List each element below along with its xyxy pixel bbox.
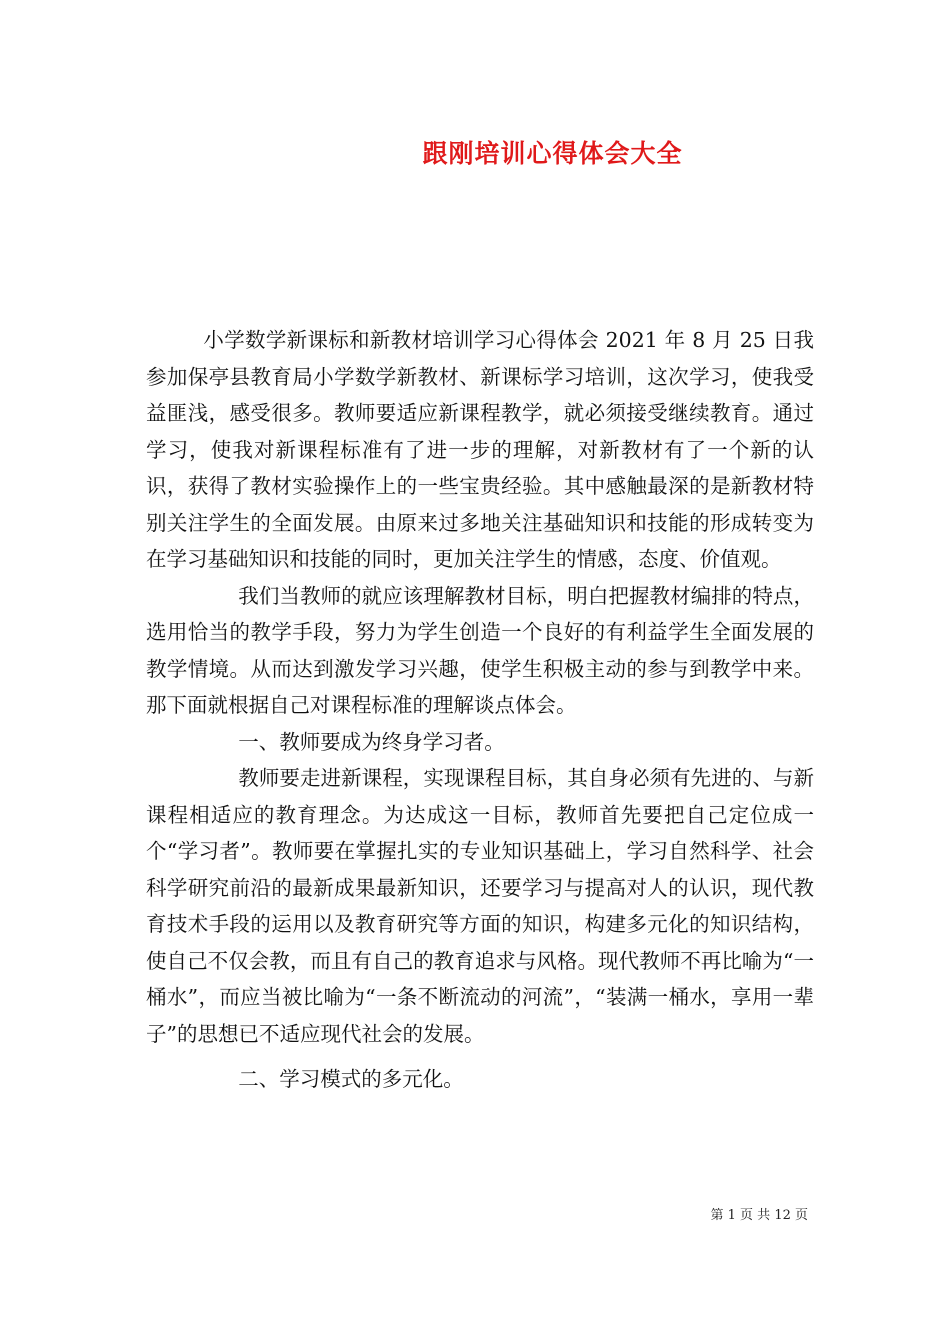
paragraph-lifelong-learning: 教师要走进新课程，实现课程目标，其自身必须有先进的、与新课程相适应的教育理念。为达成这一目标，教师首先要把自己定位成一个“学习者”。教师要在掌握扎实的专业知识基础上，学习自然科学、社会科学研究前沿的最新成果最新知识，还要学习与提高对人的认识，现代教育技术手段的运用以及教育研究等方面的知识，构建多元化的知识结构，使自己不仅会教，而且有自己的教育追求与风格。现代教师不再比喻为“一桶水”，而应当被比喻为“一条不断流动的河流”，“装满一桶水，享用一辈子”的思想已不适应现代社会的发展。 — [146, 766, 814, 1046]
page-number: 第 1 页 共 12 页 — [710, 1208, 808, 1223]
document-body — [146, 322, 814, 1098]
section-heading-2: 二、学习模式的多元化。 — [238, 1067, 464, 1091]
paragraph-teacher-goal: 我们当教师的就应该理解教材目标，明白把握教材编排的特点，选用恰当的教学手段，努力为学生创造一个良好的有利益学生全面发展的教学情境。从而达到激发学习兴趣，使学生积极主动的参与到教学中来。那下面就根据自己对课程标准的理解谈点体会。 — [146, 583, 814, 717]
paragraph-intro: 小学数学新课标和新教材培训学习心得体会 2021 年 8 月 25 日我参加保亭县教育局小学数学新教材、新课标学习培训，这次学习，使我受益匪浅，感受很多。教师要适应新课程教学，就必须接受继续教育。通过学习，使我对新课程标准有了进一步的理解，对新教材有了一个新的认识，获得了教材实验操作上的一些宝贵经验。其中感触最深的是新教材特别关注学生的全面发展。由原来过多地关注基础知识和技能的形成转变为在学习基础知识和技能的同时，更加关注学生的情感，态度、价值观。 — [146, 328, 814, 571]
document-title: 跟刚培训心得体会大全 — [422, 139, 683, 168]
section-heading-1: 一、教师要成为终身学习者。 — [238, 729, 505, 754]
